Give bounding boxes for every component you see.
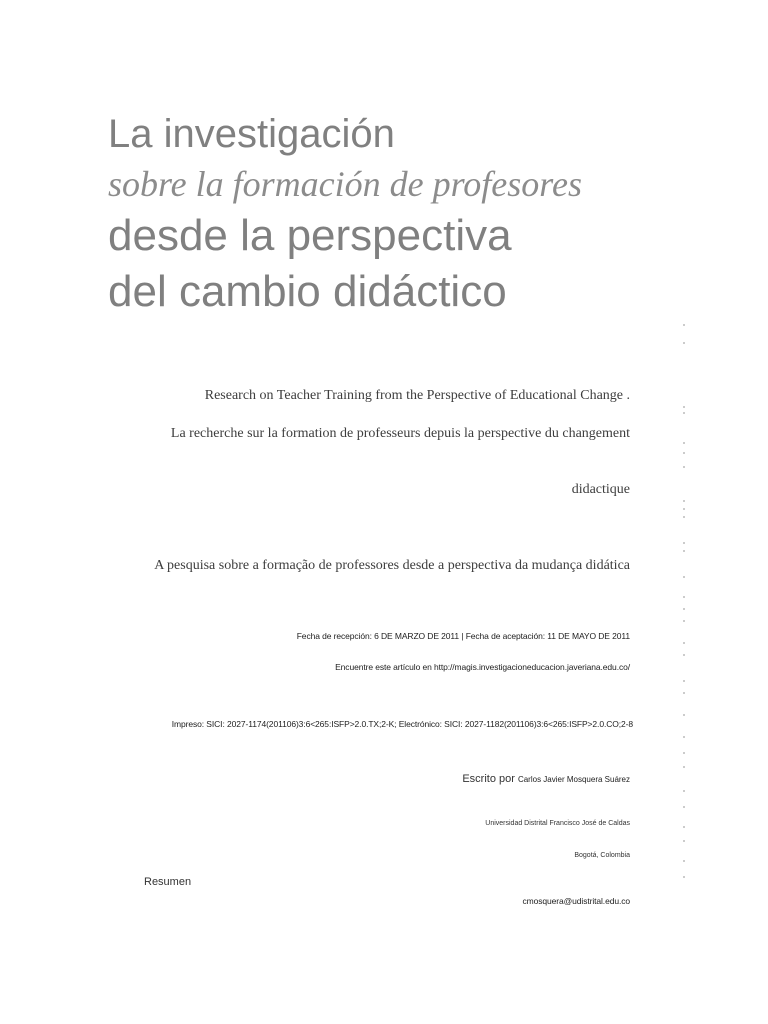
- title-line-3: desde la perspectiva: [108, 211, 512, 260]
- author-university: Universidad Distrital Francisco José de Caldas: [485, 820, 630, 827]
- title-line-1: La investigación: [108, 112, 395, 156]
- article-link[interactable]: Encuentre este artículo en http://magis.investigacioneducacion.javeriana.edu.co/: [335, 662, 630, 672]
- author-line: [462, 773, 630, 785]
- abstract-heading: Resumen: [144, 876, 192, 888]
- page-edge-marks: [681, 320, 687, 880]
- english-title: Research on Teacher Training from the Perspective of Educational Change .: [204, 388, 630, 403]
- author-name: Carlos Javier Mosquera Suárez: [517, 775, 630, 784]
- french-title-line-2: didactique: [571, 482, 630, 497]
- french-title-line-1: La recherche sur la formation de professeurs depuis la perspective du changement: [170, 426, 630, 441]
- author-email[interactable]: cmosquera@udistrital.edu.co: [522, 896, 630, 906]
- article-title: [108, 108, 582, 320]
- author-location: Bogotá, Colombia: [574, 852, 630, 859]
- author-prefix: Escrito por: [462, 773, 515, 785]
- title-line-4: del cambio didáctico: [108, 267, 507, 316]
- title-line-2: sobre la formación de profesores: [108, 164, 582, 204]
- portuguese-title: A pesquisa sobre a formação de professores desde a perspectiva da mudança didática: [154, 558, 630, 573]
- reception-dates: Fecha de recepción: 6 DE MARZO DE 2011 | Fecha de aceptación: 11 DE MAYO DE 2011: [296, 631, 630, 641]
- sici-codes: Impreso: SICI: 2027-1174(201106)3:6<265:ISFP>2.0.TX;2-K; Electrónico: SICI: 2027-1182(201106)3:6<265:ISFP>2.0.CO;2-8: [171, 719, 633, 729]
